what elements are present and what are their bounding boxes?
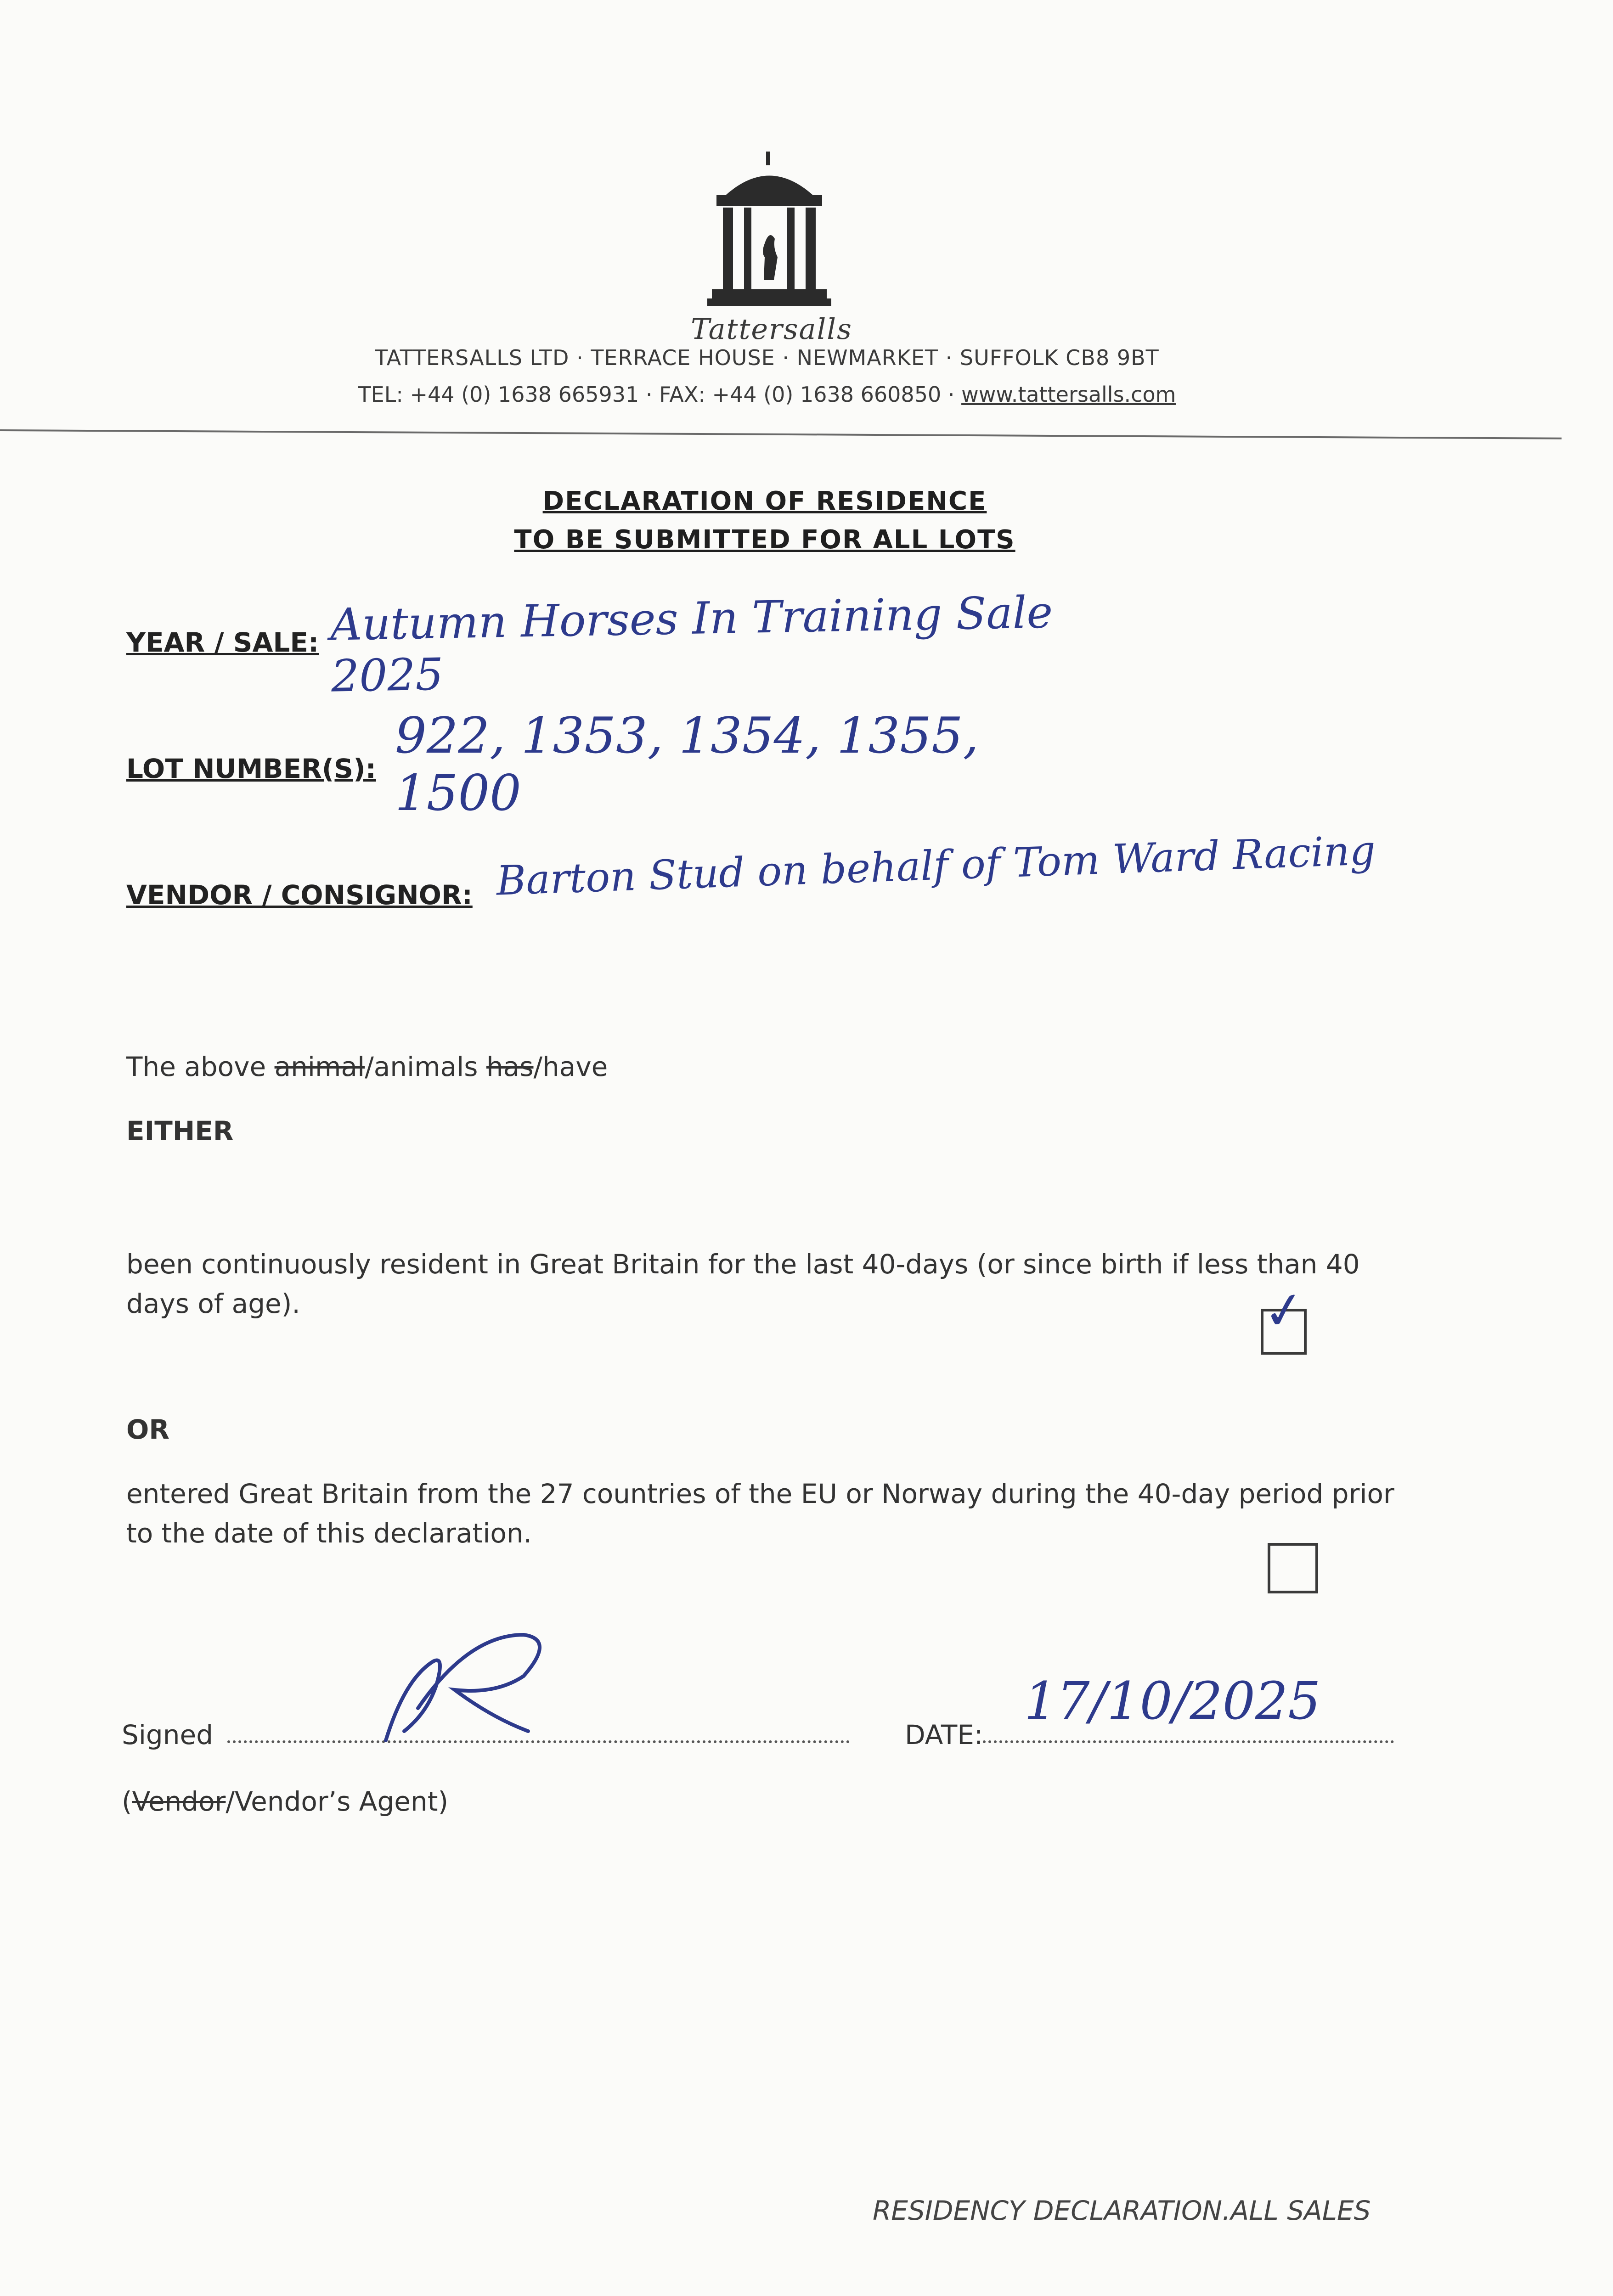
header-divider (0, 429, 1562, 439)
brand-name: Tattersalls (691, 312, 852, 346)
vendor-label: VENDOR / CONSIGNOR: (126, 879, 473, 911)
date-value: 17/10/2025 (1024, 1671, 1321, 1731)
year-sale-label: YEAR / SALE: (126, 627, 319, 658)
website-link[interactable]: www.tattersalls.com (961, 382, 1176, 407)
vendor-value: Barton Stud on behalf of Tom Ward Racing (495, 826, 1376, 905)
statement-intro (126, 1047, 608, 1086)
year-sale-value: Autumn Horses In Training Sale 2025 (330, 586, 1054, 702)
phone-fax: TEL: +44 (0) 1638 665931 · FAX: +44 (0) 1638 660850 · (358, 382, 962, 407)
intro-prefix: The above (126, 1051, 275, 1082)
struck-has: has (486, 1051, 534, 1082)
date-line (983, 1740, 1394, 1743)
title-line-2: TO BE SUBMITTED FOR ALL LOTS (514, 525, 1015, 555)
handwritten-signature (377, 1626, 551, 1750)
either-heading: EITHER (126, 1115, 234, 1147)
option-1-text: been continuously resident in Great Britain for the last 40-days (or since birth if less than 40 days of age). (126, 1249, 1360, 1319)
or-heading: OR (126, 1414, 169, 1445)
option-2-text: entered Great Britain from the 27 countries of the EU or Norway during the 40-day period prior to the date of this declaration. (126, 1478, 1394, 1549)
role-open: ( (122, 1786, 132, 1817)
intro-have: /have (533, 1051, 608, 1082)
company-address: TATTERSALLS LTD · TERRACE HOUSE · NEWMARKET · SUFFOLK CB8 9BT (375, 345, 1159, 370)
struck-vendor: Vendor (132, 1786, 226, 1817)
document-title (459, 482, 1070, 559)
company-contact (257, 382, 1277, 407)
lot-numbers-label: LOT NUMBER(S): (126, 753, 376, 784)
footer-label: RESIDENCY DECLARATION.ALL SALES (873, 2195, 1371, 2226)
option-2-checkbox[interactable] (1268, 1543, 1318, 1593)
lot-numbers-value: 922, 1353, 1354, 1355, 1500 (395, 707, 979, 822)
role-rest: /Vendor’s Agent) (226, 1786, 449, 1817)
checkmark-icon: ✓ (1259, 1278, 1309, 1343)
title-line-1: DECLARATION OF RESIDENCE (542, 486, 987, 516)
signatory-role (122, 1782, 448, 1821)
struck-animal: animal (274, 1051, 365, 1082)
signed-label: Signed (122, 1719, 214, 1750)
intro-animals: /animals (365, 1051, 486, 1082)
tattersalls-logo (707, 152, 831, 317)
date-label: DATE: (905, 1719, 983, 1750)
